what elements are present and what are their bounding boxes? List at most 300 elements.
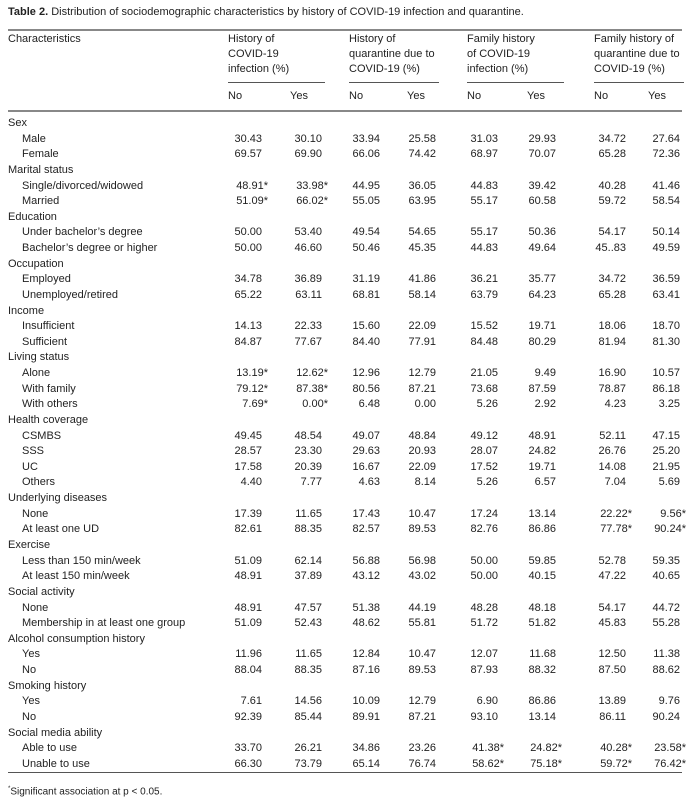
table-cell: 65.28 bbox=[598, 148, 626, 161]
row-label: UC bbox=[22, 460, 38, 473]
subheader-yes: Yes bbox=[648, 90, 666, 102]
table-cell: 55.17 bbox=[470, 226, 498, 239]
table-cell-significant: 23.58* bbox=[654, 742, 686, 755]
table-cell: 58.14 bbox=[408, 288, 436, 301]
row-label: Others bbox=[22, 476, 56, 489]
table-cell: 18.70 bbox=[652, 320, 680, 333]
table-cell: 47.15 bbox=[652, 429, 680, 442]
header-family-quarantine: Family history of quarantine due to COVID-19 (%) bbox=[594, 33, 680, 75]
row-label: No bbox=[22, 664, 37, 677]
group-label: Income bbox=[8, 304, 45, 317]
table-cell: 86.86 bbox=[528, 695, 556, 708]
table-cell: 4.40 bbox=[240, 476, 262, 489]
table-cell: 31.03 bbox=[470, 132, 498, 145]
group-label: Underlying diseases bbox=[8, 492, 108, 505]
group-underline bbox=[594, 82, 684, 83]
table-cell-significant: 51.09* bbox=[236, 195, 268, 208]
table-cell: 12.79 bbox=[408, 367, 436, 380]
table-cell: 12.07 bbox=[470, 648, 498, 661]
row-label: Insufficient bbox=[22, 320, 75, 333]
group-label: Social media ability bbox=[8, 726, 103, 739]
table-cell: 44.95 bbox=[352, 179, 380, 192]
table-cell: 29.93 bbox=[528, 132, 556, 145]
table-cell: 53.40 bbox=[294, 226, 322, 239]
table-cell: 43.12 bbox=[352, 570, 380, 583]
table-cell: 46.60 bbox=[294, 242, 322, 255]
table-cell: 80.56 bbox=[352, 382, 380, 395]
table-cell-significant: 66.02* bbox=[296, 195, 328, 208]
table-cell: 62.14 bbox=[294, 554, 322, 567]
table-cell: 48.54 bbox=[294, 429, 322, 442]
table-cell: 65.28 bbox=[598, 288, 626, 301]
table-cell: 55.28 bbox=[652, 617, 680, 630]
table-cell: 55.81 bbox=[408, 617, 436, 630]
table-cell: 9.49 bbox=[534, 367, 556, 380]
table-cell-significant: 12.62* bbox=[296, 367, 328, 380]
table-cell: 19.71 bbox=[528, 460, 556, 473]
table-cell: 16.90 bbox=[598, 367, 626, 380]
table-cell: 12.50 bbox=[598, 648, 626, 661]
table-cell: 63.41 bbox=[652, 288, 680, 301]
table-cell: 50.36 bbox=[528, 226, 556, 239]
table-cell: 69.90 bbox=[294, 148, 322, 161]
table-cell: 84.40 bbox=[352, 335, 380, 348]
table-cell: 51.09 bbox=[234, 554, 262, 567]
table-cell: 7.61 bbox=[240, 695, 262, 708]
table-cell: 87.93 bbox=[470, 664, 498, 677]
table-cell: 17.52 bbox=[470, 460, 498, 473]
table-cell: 31.19 bbox=[352, 273, 380, 286]
table-cell-significant: 59.72* bbox=[600, 757, 632, 770]
table-cell: 11.65 bbox=[295, 507, 322, 520]
table-cell: 70.07 bbox=[528, 148, 556, 161]
group-label: Living status bbox=[8, 351, 70, 364]
table-cell: 48.91 bbox=[234, 601, 262, 614]
table-cell: 29.63 bbox=[352, 445, 380, 458]
table-cell: 58.54 bbox=[652, 195, 680, 208]
table-cell: 49.64 bbox=[528, 242, 556, 255]
table-caption bbox=[8, 6, 524, 18]
table-cell-significant: 90.24* bbox=[654, 523, 686, 536]
table-cell: 33.94 bbox=[352, 132, 380, 145]
row-label: At least one UD bbox=[22, 523, 100, 536]
table-cell: 6.48 bbox=[358, 398, 380, 411]
table-cell: 72.36 bbox=[652, 148, 680, 161]
table-cell: 21.05 bbox=[470, 367, 498, 380]
table-cell: 73.68 bbox=[470, 382, 498, 395]
subheader-no: No bbox=[594, 90, 609, 102]
table-cell: 17.39 bbox=[234, 507, 262, 520]
footnote-mark: * bbox=[8, 786, 11, 792]
table-cell: 82.61 bbox=[234, 523, 262, 536]
table-cell: 66.30 bbox=[234, 757, 262, 770]
table-cell: 26.21 bbox=[294, 742, 322, 755]
table-cell: 34.78 bbox=[234, 273, 262, 286]
table-cell: 88.35 bbox=[294, 664, 322, 677]
table-cell: 36.05 bbox=[408, 179, 436, 192]
table-cell: 11.65 bbox=[295, 648, 322, 661]
table-cell: 2.92 bbox=[534, 398, 556, 411]
group-label: Occupation bbox=[8, 257, 64, 270]
table-cell: 7.04 bbox=[604, 476, 626, 489]
bottom-rule bbox=[8, 772, 682, 773]
row-label: Single/divorced/widowed bbox=[22, 179, 144, 192]
table-cell: 87.59 bbox=[528, 382, 556, 395]
table-cell: 64.23 bbox=[528, 288, 556, 301]
table-cell: 50.00 bbox=[234, 226, 262, 239]
row-label: Able to use bbox=[22, 742, 78, 755]
table-cell: 59.35 bbox=[652, 554, 680, 567]
table-cell: 13.14 bbox=[528, 710, 556, 723]
header-characteristics: Characteristics bbox=[8, 33, 81, 45]
table-cell: 48.62 bbox=[352, 617, 380, 630]
table-cell: 50.00 bbox=[234, 242, 262, 255]
table-cell: 80.29 bbox=[528, 335, 556, 348]
subheader-no: No bbox=[228, 90, 243, 102]
group-underline bbox=[467, 82, 564, 83]
table-title: Distribution of sociodemographic characteristics by history of COVID-19 infection and quarantine. bbox=[51, 6, 524, 18]
table-cell: 5.26 bbox=[476, 476, 498, 489]
table-cell: 45..83 bbox=[595, 242, 626, 255]
row-label: Yes bbox=[22, 648, 40, 661]
table-cell: 88.04 bbox=[234, 664, 262, 677]
table-cell: 49.59 bbox=[652, 242, 680, 255]
group-label: Health coverage bbox=[8, 413, 89, 426]
table-cell: 55.17 bbox=[470, 195, 498, 208]
table-cell: 22.09 bbox=[408, 460, 436, 473]
table-cell: 87.50 bbox=[598, 664, 626, 677]
table-cell: 18.06 bbox=[598, 320, 626, 333]
table-cell-significant: 48.91* bbox=[236, 179, 268, 192]
table-cell: 84.87 bbox=[234, 335, 262, 348]
row-label: At least 150 min/week bbox=[22, 570, 130, 583]
table-cell: 88.32 bbox=[528, 664, 556, 677]
table-cell: 12.84 bbox=[352, 648, 380, 661]
table-cell: 68.81 bbox=[352, 288, 380, 301]
table-cell-significant: 75.18* bbox=[530, 757, 562, 770]
table-cell: 19.71 bbox=[528, 320, 556, 333]
row-label: Unable to use bbox=[22, 757, 90, 770]
row-label: Married bbox=[22, 195, 60, 208]
table-cell: 13.89 bbox=[598, 695, 626, 708]
table-cell: 89.91 bbox=[352, 710, 380, 723]
subheader-yes: Yes bbox=[527, 90, 545, 102]
footnote-text: Significant association at p < 0.05. bbox=[10, 786, 163, 798]
table-cell: 87.16 bbox=[352, 664, 380, 677]
table-cell: 48.91 bbox=[234, 570, 262, 583]
table-cell: 90.24 bbox=[652, 710, 680, 723]
table-cell: 40.15 bbox=[528, 570, 556, 583]
table-cell: 22.09 bbox=[408, 320, 436, 333]
group-label: Social activity bbox=[8, 585, 75, 598]
table-cell: 20.39 bbox=[294, 460, 322, 473]
table-cell: 87.21 bbox=[408, 382, 436, 395]
table-cell: 17.43 bbox=[352, 507, 380, 520]
table-cell: 50.14 bbox=[652, 226, 680, 239]
subheader-no: No bbox=[467, 90, 482, 102]
table-cell: 54.17 bbox=[598, 226, 626, 239]
row-label: With family bbox=[22, 382, 76, 395]
footnote bbox=[8, 786, 162, 797]
table-cell: 25.20 bbox=[652, 445, 680, 458]
table-cell-significant: 7.69* bbox=[242, 398, 268, 411]
table-cell: 51.38 bbox=[352, 601, 380, 614]
table-cell: 66.06 bbox=[352, 148, 380, 161]
table-cell: 48.91 bbox=[528, 429, 556, 442]
row-label: With others bbox=[22, 398, 78, 411]
table-cell: 14.08 bbox=[598, 460, 626, 473]
header-rule bbox=[8, 110, 682, 112]
table-cell-significant: 41.38* bbox=[472, 742, 504, 755]
table-cell: 4.63 bbox=[358, 476, 380, 489]
table-cell: 10.09 bbox=[352, 695, 380, 708]
table-cell: 14.56 bbox=[294, 695, 322, 708]
table-cell-significant: 58.62* bbox=[472, 757, 504, 770]
table-cell: 52.78 bbox=[598, 554, 626, 567]
table-cell-significant: 13.19* bbox=[236, 367, 268, 380]
table-cell: 88.35 bbox=[294, 523, 322, 536]
table-cell-significant: 40.28* bbox=[600, 742, 632, 755]
table-cell: 81.30 bbox=[652, 335, 680, 348]
table-cell: 10.57 bbox=[652, 367, 680, 380]
table-cell-significant: 24.82* bbox=[530, 742, 562, 755]
table-cell: 78.87 bbox=[598, 382, 626, 395]
table-cell-significant: 0.00* bbox=[302, 398, 328, 411]
table-cell: 49.54 bbox=[352, 226, 380, 239]
table-cell: 48.18 bbox=[528, 601, 556, 614]
group-underline bbox=[228, 82, 325, 83]
table-cell: 26.76 bbox=[598, 445, 626, 458]
table-cell: 55.05 bbox=[352, 195, 380, 208]
table-cell: 50.46 bbox=[352, 242, 380, 255]
row-label: None bbox=[22, 507, 49, 520]
table-cell: 47.22 bbox=[598, 570, 626, 583]
table-cell: 68.97 bbox=[470, 148, 498, 161]
table-cell: 30.43 bbox=[234, 132, 262, 145]
table-cell: 34.86 bbox=[352, 742, 380, 755]
table-cell: 20.93 bbox=[408, 445, 436, 458]
group-label: Smoking history bbox=[8, 679, 87, 692]
table-cell: 36.21 bbox=[470, 273, 498, 286]
table-cell: 12.79 bbox=[408, 695, 436, 708]
table-cell: 23.30 bbox=[294, 445, 322, 458]
table-cell: 65.22 bbox=[234, 288, 262, 301]
row-label: None bbox=[22, 601, 49, 614]
table-cell: 10.47 bbox=[408, 648, 436, 661]
table-cell: 41.46 bbox=[652, 179, 680, 192]
table-cell: 5.26 bbox=[476, 398, 498, 411]
table-cell: 56.88 bbox=[352, 554, 380, 567]
table-cell: 50.00 bbox=[470, 570, 498, 583]
row-label: Alone bbox=[22, 367, 51, 380]
table-cell: 23.26 bbox=[408, 742, 436, 755]
group-label: Sex bbox=[8, 117, 27, 129]
table-cell: 6.57 bbox=[534, 476, 556, 489]
table-cell: 9.76 bbox=[658, 695, 680, 708]
table-label: Table 2. bbox=[8, 6, 49, 18]
table-cell-significant: 77.78* bbox=[600, 523, 632, 536]
group-label: Exercise bbox=[8, 539, 51, 551]
table-cell: 88.62 bbox=[652, 664, 680, 677]
table-cell: 34.72 bbox=[598, 273, 626, 286]
table-cell: 45.35 bbox=[408, 242, 436, 255]
table-cell: 85.44 bbox=[294, 710, 322, 723]
table-cell: 37.89 bbox=[294, 570, 322, 583]
table-cell: 11.96 bbox=[235, 648, 262, 661]
table-cell: 0.00 bbox=[414, 398, 436, 411]
table-cell-significant: 33.98* bbox=[296, 179, 328, 192]
group-label: Education bbox=[8, 210, 57, 223]
header-quarantine: History of quarantine due to COVID-19 (%) bbox=[349, 33, 435, 75]
table-row bbox=[0, 758, 688, 778]
table-cell: 43.02 bbox=[408, 570, 436, 583]
table-cell: 49.07 bbox=[352, 429, 380, 442]
table-cell-significant: 22.22* bbox=[600, 507, 632, 520]
table-cell: 49.12 bbox=[470, 429, 498, 442]
group-underline bbox=[349, 82, 439, 83]
table-cell: 82.57 bbox=[352, 523, 380, 536]
table-cell: 44.83 bbox=[470, 179, 498, 192]
table-cell: 84.48 bbox=[470, 335, 498, 348]
table-cell: 16.67 bbox=[352, 460, 380, 473]
table-cell: 89.53 bbox=[408, 523, 436, 536]
row-label: Membership in at least one group bbox=[22, 617, 186, 630]
row-label: No bbox=[22, 710, 37, 723]
table-cell: 3.25 bbox=[658, 398, 680, 411]
group-label: Alcohol consumption history bbox=[8, 632, 145, 645]
table-cell: 33.70 bbox=[234, 742, 262, 755]
table-cell: 44.83 bbox=[470, 242, 498, 255]
subheader-no: No bbox=[349, 90, 364, 102]
table-cell: 59.85 bbox=[528, 554, 556, 567]
table-cell: 5.69 bbox=[658, 476, 680, 489]
table-cell: 28.57 bbox=[234, 445, 262, 458]
table-cell: 54.17 bbox=[598, 601, 626, 614]
table-cell: 50.00 bbox=[470, 554, 498, 567]
table-cell: 86.11 bbox=[599, 710, 626, 723]
table-cell: 40.65 bbox=[652, 570, 680, 583]
table-cell: 82.76 bbox=[470, 523, 498, 536]
table-cell: 69.57 bbox=[234, 148, 262, 161]
table-cell: 77.91 bbox=[408, 335, 436, 348]
table-cell: 14.13 bbox=[234, 320, 262, 333]
table-cell: 87.21 bbox=[408, 710, 436, 723]
table-cell: 47.57 bbox=[294, 601, 322, 614]
table-cell: 35.77 bbox=[528, 273, 556, 286]
top-rule bbox=[8, 29, 682, 31]
group-label: Marital status bbox=[8, 163, 74, 176]
table-cell: 92.39 bbox=[234, 710, 262, 723]
row-label: Bachelor’s degree or higher bbox=[22, 242, 158, 255]
table-cell: 13.14 bbox=[528, 507, 556, 520]
table-cell-significant: 76.42* bbox=[654, 757, 686, 770]
table-cell: 11.38 bbox=[653, 648, 680, 661]
table-cell: 30.10 bbox=[294, 132, 322, 145]
table-cell: 36.59 bbox=[652, 273, 680, 286]
table-cell: 41.86 bbox=[408, 273, 436, 286]
table-cell: 15.52 bbox=[470, 320, 498, 333]
table-cell: 76.74 bbox=[408, 757, 436, 770]
row-label: Female bbox=[22, 148, 59, 161]
table-cell: 63.95 bbox=[408, 195, 436, 208]
table-cell: 54.65 bbox=[408, 226, 436, 239]
table-cell: 56.98 bbox=[408, 554, 436, 567]
table-cell: 63.11 bbox=[295, 288, 322, 301]
table-cell: 86.18 bbox=[652, 382, 680, 395]
table-cell: 27.64 bbox=[652, 132, 680, 145]
table-cell: 44.19 bbox=[408, 601, 436, 614]
row-label: SSS bbox=[22, 445, 45, 458]
table-cell: 6.90 bbox=[476, 695, 498, 708]
table-cell: 51.09 bbox=[234, 617, 262, 630]
table-cell: 7.77 bbox=[300, 476, 322, 489]
table-cell-significant: 87.38* bbox=[296, 382, 328, 395]
table-cell: 81.94 bbox=[598, 335, 626, 348]
table-cell: 39.42 bbox=[528, 179, 556, 192]
table-cell: 74.42 bbox=[408, 148, 436, 161]
table-cell: 40.28 bbox=[598, 179, 626, 192]
table-cell: 49.45 bbox=[234, 429, 262, 442]
table-cell: 44.72 bbox=[652, 601, 680, 614]
table-cell: 10.47 bbox=[408, 507, 436, 520]
table-cell: 24.82 bbox=[528, 445, 556, 458]
table-cell: 63.79 bbox=[470, 288, 498, 301]
table-cell-significant: 9.56* bbox=[660, 507, 686, 520]
table-cell-significant: 79.12* bbox=[236, 382, 268, 395]
header-family-infection: Family history of COVID-19 infection (%) bbox=[467, 33, 535, 75]
table-cell: 60.58 bbox=[528, 195, 556, 208]
table-cell: 86.86 bbox=[528, 523, 556, 536]
subheader-yes: Yes bbox=[407, 90, 425, 102]
table-cell: 12.96 bbox=[352, 367, 380, 380]
table-cell: 15.60 bbox=[352, 320, 380, 333]
subheader-yes: Yes bbox=[290, 90, 308, 102]
table-cell: 4.23 bbox=[604, 398, 626, 411]
table-cell: 65.14 bbox=[352, 757, 380, 770]
table-cell: 52.43 bbox=[294, 617, 322, 630]
table-cell: 22.33 bbox=[294, 320, 322, 333]
row-label: Yes bbox=[22, 695, 40, 708]
table-cell: 51.82 bbox=[528, 617, 556, 630]
table-cell: 48.84 bbox=[408, 429, 436, 442]
table-cell: 8.14 bbox=[414, 476, 436, 489]
table-cell: 17.24 bbox=[470, 507, 498, 520]
table-cell: 34.72 bbox=[598, 132, 626, 145]
row-label: Sufficient bbox=[22, 335, 68, 348]
table-cell: 93.10 bbox=[470, 710, 498, 723]
row-label: Employed bbox=[22, 273, 71, 286]
table-cell: 48.28 bbox=[470, 601, 498, 614]
table-cell: 28.07 bbox=[470, 445, 498, 458]
table-cell: 11.68 bbox=[529, 648, 556, 661]
table-cell: 59.72 bbox=[598, 195, 626, 208]
table-cell: 89.53 bbox=[408, 664, 436, 677]
row-label: Under bachelor’s degree bbox=[22, 226, 143, 239]
table-cell: 25.58 bbox=[408, 132, 436, 145]
row-label: Male bbox=[22, 132, 46, 145]
table-cell: 17.58 bbox=[234, 460, 262, 473]
table-cell: 21.95 bbox=[652, 460, 680, 473]
table-cell: 73.79 bbox=[294, 757, 322, 770]
row-label: Unemployed/retired bbox=[22, 288, 118, 301]
row-label: CSMBS bbox=[22, 429, 62, 442]
table-cell: 77.67 bbox=[294, 335, 322, 348]
header-covid-infection: History of COVID-19 infection (%) bbox=[228, 33, 290, 75]
row-label: Less than 150 min/week bbox=[22, 554, 141, 567]
table-cell: 52.11 bbox=[599, 429, 626, 442]
table-cell: 36.89 bbox=[294, 273, 322, 286]
table-cell: 45.83 bbox=[598, 617, 626, 630]
